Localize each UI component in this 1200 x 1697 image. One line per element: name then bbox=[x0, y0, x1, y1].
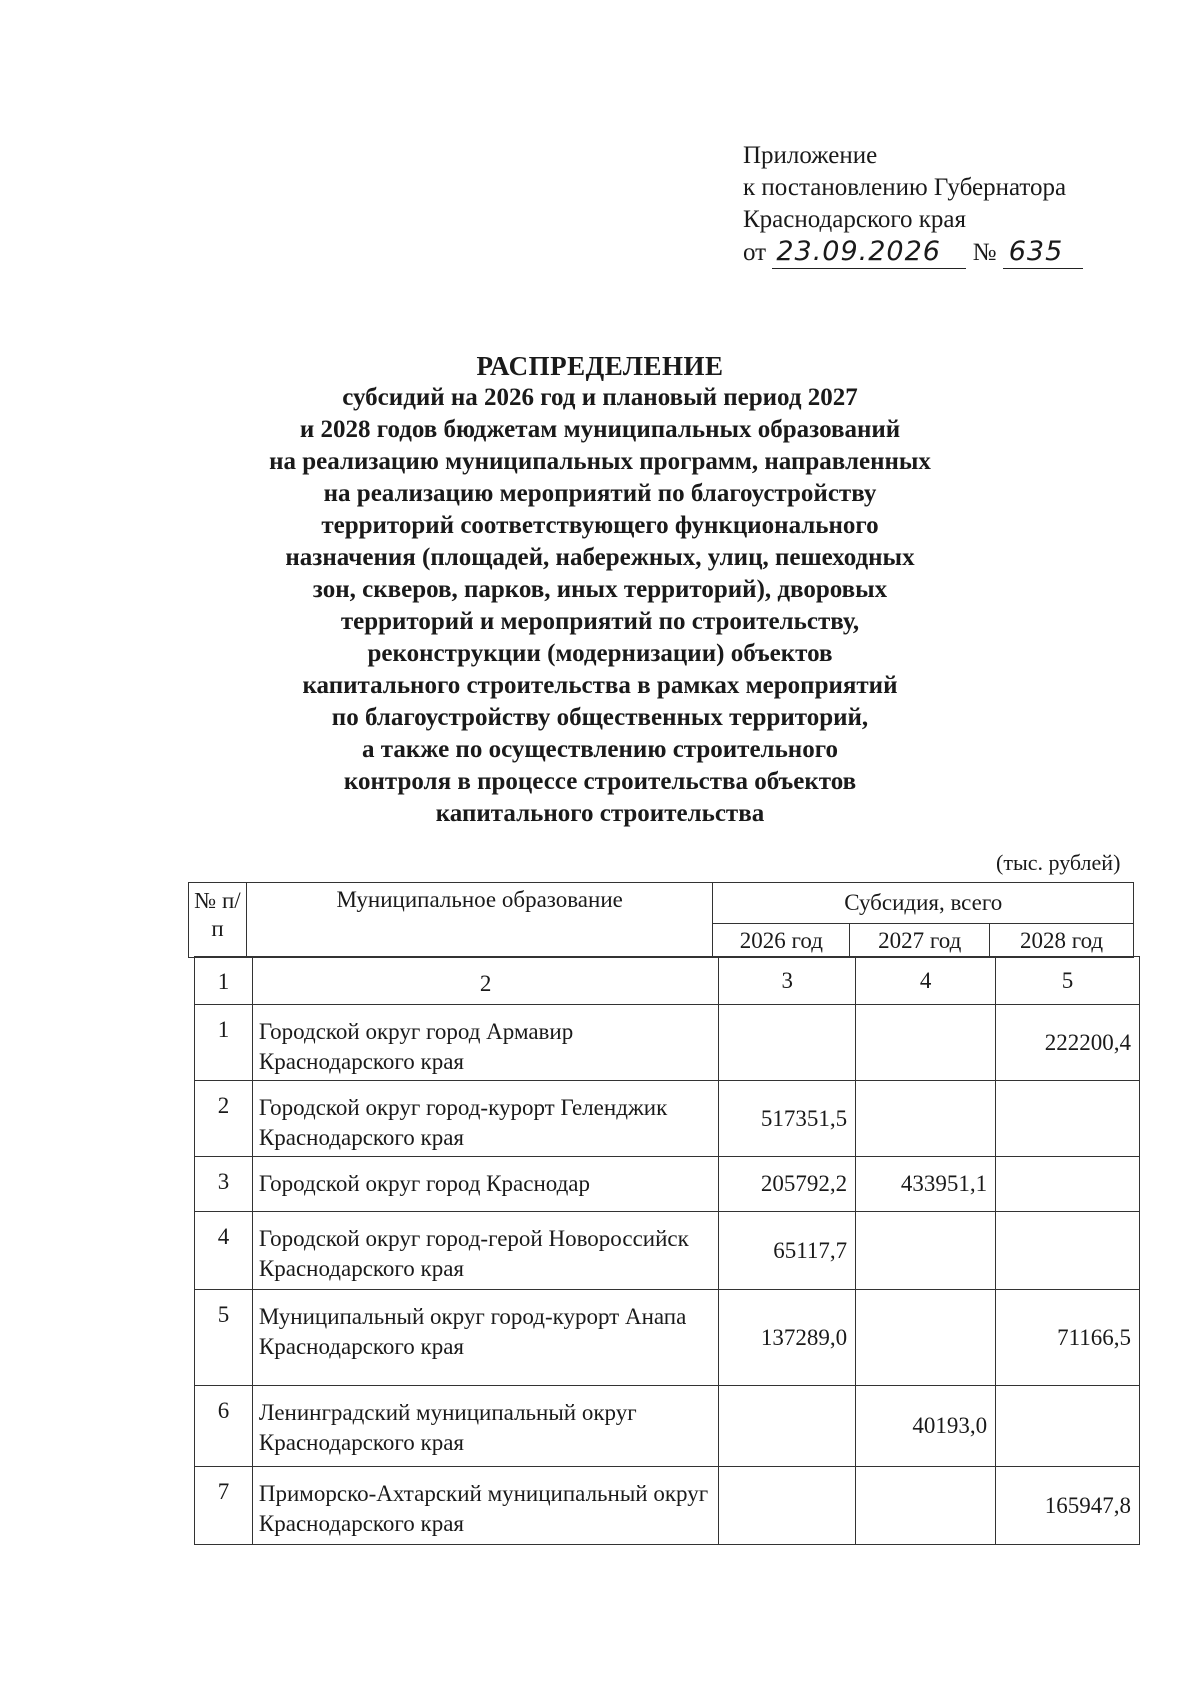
value-2027 bbox=[856, 1212, 996, 1290]
value-2028 bbox=[996, 1157, 1140, 1212]
header-municipality: Муниципальное образование bbox=[246, 883, 713, 958]
appendix-block bbox=[743, 140, 1083, 269]
table-row bbox=[195, 1081, 1140, 1157]
value-2027 bbox=[856, 1467, 996, 1545]
value-2027: 40193,0 bbox=[856, 1386, 996, 1467]
value-2028: 165947,8 bbox=[996, 1467, 1140, 1545]
municipality-name: Городской округ город-курорт Геленджик Краснодарского края bbox=[252, 1081, 718, 1157]
col-number-cell: 3 bbox=[719, 957, 856, 1005]
header-no: № п/п bbox=[189, 883, 247, 958]
municipality-name: Городской округ город Краснодар bbox=[252, 1157, 718, 1212]
value-2026: 205792,2 bbox=[719, 1157, 856, 1212]
row-number: 2 bbox=[195, 1081, 253, 1157]
value-2026: 65117,7 bbox=[719, 1212, 856, 1290]
title-body: субсидий на 2026 год и плановый период 2027 и 2028 годов бюджетам муниципальных образований на реализацию муниципальных программ, направленных на реализацию мероприятий по благоустройству территорий соответствующего функционального назначения (площадей, набережных, улиц, пешеходных зон, скверов, парков, иных территорий), дворовых территорий и мероприятий по строительству, реконструкции (модернизации) объектов капитального строительства в рамках мероприятий по благоустройству общественных территорий, а также по осуществлению строительного контроля в процессе строительства объектов капитального строительства bbox=[269, 384, 931, 827]
value-2026: 137289,0 bbox=[719, 1290, 856, 1386]
municipality-name: Городской округ город-герой Новороссийск Краснодарского края bbox=[252, 1212, 718, 1290]
value-2026 bbox=[719, 1467, 856, 1545]
table-row bbox=[195, 1386, 1140, 1467]
row-number: 6 bbox=[195, 1386, 253, 1467]
table-header bbox=[188, 882, 1134, 958]
number-label: № bbox=[972, 239, 997, 266]
row-number: 1 bbox=[195, 1005, 253, 1081]
value-2026 bbox=[719, 1005, 856, 1081]
value-2027: 433951,1 bbox=[856, 1157, 996, 1212]
municipality-name: Приморско-Ахтарский муниципальный округ Краснодарского края bbox=[252, 1467, 718, 1545]
value-2026 bbox=[719, 1386, 856, 1467]
table-row bbox=[195, 1005, 1140, 1081]
col-number-cell: 1 bbox=[195, 957, 253, 1005]
table-row bbox=[195, 1467, 1140, 1545]
header-year-2027: 2027 год bbox=[850, 924, 990, 958]
col-number-cell: 4 bbox=[856, 957, 996, 1005]
appendix-date-line bbox=[743, 236, 1083, 269]
appendix-line-3: Краснодарского края bbox=[743, 206, 966, 233]
municipality-name: Городской округ город Армавир Краснодарского края bbox=[252, 1005, 718, 1081]
value-2026: 517351,5 bbox=[719, 1081, 856, 1157]
value-2027 bbox=[856, 1005, 996, 1081]
value-2028: 71166,5 bbox=[996, 1290, 1140, 1386]
column-number-row bbox=[195, 957, 1140, 1005]
col-number-cell: 2 bbox=[252, 957, 718, 1005]
header-year-2026: 2026 год bbox=[713, 924, 850, 958]
header-year-2028: 2028 год bbox=[990, 924, 1134, 958]
row-number: 7 bbox=[195, 1467, 253, 1545]
col-number-cell: 5 bbox=[996, 957, 1140, 1005]
title-heading: РАСПРЕДЕЛЕНИЕ bbox=[476, 351, 724, 381]
value-2028 bbox=[996, 1081, 1140, 1157]
table-row bbox=[195, 1290, 1140, 1386]
from-label: от bbox=[743, 239, 767, 266]
appendix-line-2: к постановлению Губернатора bbox=[743, 174, 1067, 201]
municipality-name: Ленинградский муниципальный округ Краснодарского края bbox=[252, 1386, 718, 1467]
row-number: 3 bbox=[195, 1157, 253, 1212]
row-number: 4 bbox=[195, 1212, 253, 1290]
document-title bbox=[0, 350, 1200, 830]
value-2027 bbox=[856, 1290, 996, 1386]
value-2028: 222200,4 bbox=[996, 1005, 1140, 1081]
municipality-name: Муниципальный округ город-курорт Анапа Краснодарского края bbox=[252, 1290, 718, 1386]
row-number: 5 bbox=[195, 1290, 253, 1386]
table-row bbox=[195, 1157, 1140, 1212]
decree-date: 23.09.2026 bbox=[772, 236, 966, 269]
table-row bbox=[195, 1212, 1140, 1290]
appendix-line-1: Приложение bbox=[743, 142, 878, 169]
decree-number: 635 bbox=[1003, 236, 1083, 269]
value-2028 bbox=[996, 1212, 1140, 1290]
data-table bbox=[194, 956, 1140, 1545]
value-2027 bbox=[856, 1081, 996, 1157]
units-label: (тыс. рублей) bbox=[996, 850, 1121, 875]
header-subsidy: Субсидия, всего bbox=[713, 883, 1134, 924]
value-2028 bbox=[996, 1386, 1140, 1467]
